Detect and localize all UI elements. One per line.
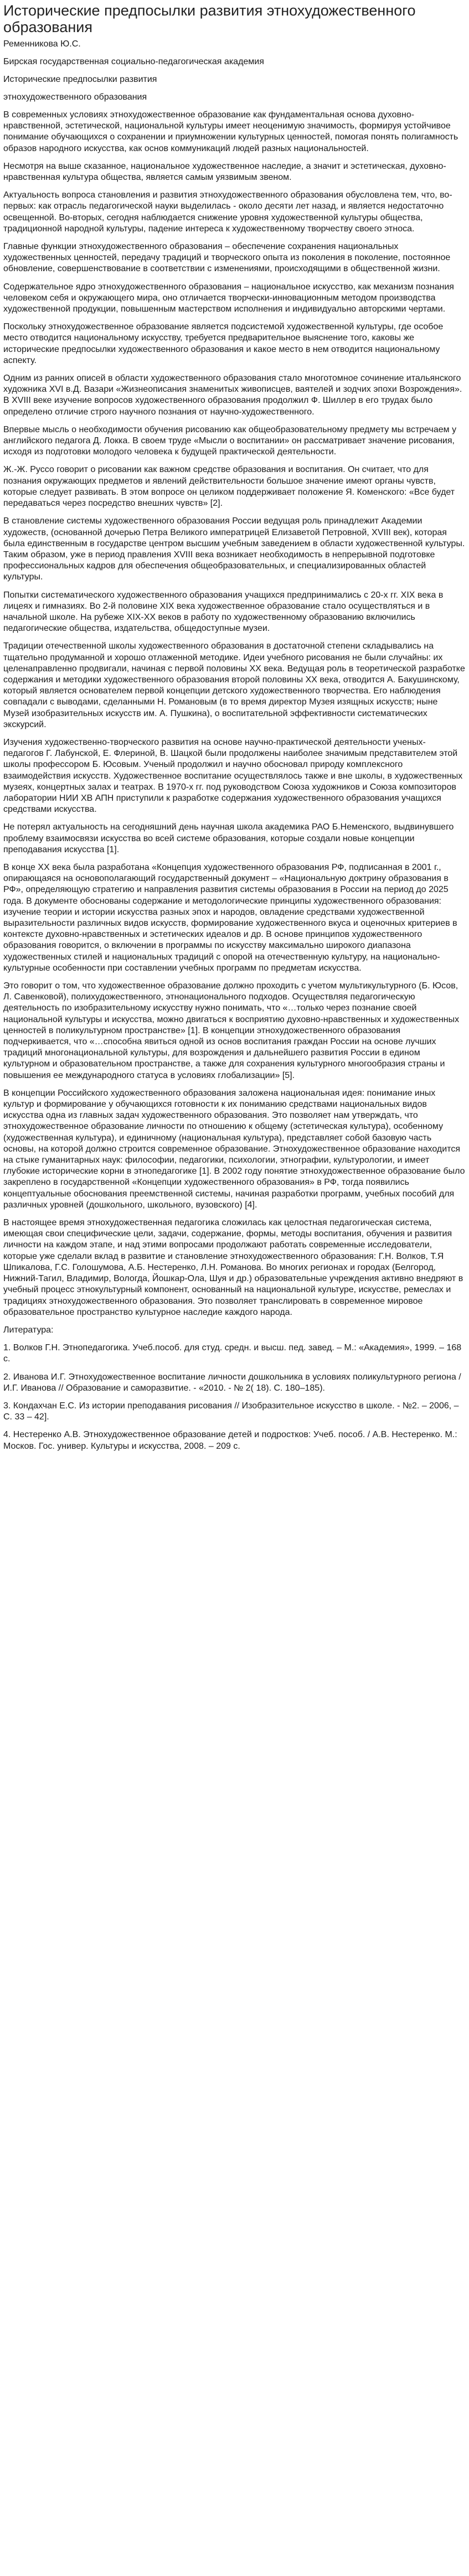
paragraph: Не потерял актуальность на сегодняшний день научная школа академика РАО Б.Неменского, выдвинувшего проблему взаимосвязи искусства во всей системе образования, которые создали новые концепции преподавания искусства [1]. bbox=[3, 822, 454, 854]
paragraph: В современных условиях этнохудожественное образование как фундаментальная основа духовно-нравственной, эстетической, национальной культуры имеет неоценимую значимость, формируя устойчивое понимание обучающихся о сохранении и приумножении культурных ценностей, помогая понять полигамность образов народного искусства, как основ коммуникаций людей разных национальностей. bbox=[3, 110, 458, 153]
keywords-label: Исторические предпосылки развития bbox=[3, 75, 157, 84]
article-title: Исторические предпосылки развития этнохудожественного образования bbox=[3, 2, 416, 35]
references-heading: Литература: bbox=[3, 1325, 54, 1335]
reference-item: 1. Волков Г.Н. Этнопедагогика. Учеб.пособ. для студ. средн. и высш. пед. завед. – М.: «Академия», 1999. – 168 с. bbox=[3, 1343, 462, 1364]
paragraph: Ж.-Ж. Руссо говорит о рисовании как важном средстве образования и воспитания. Он считает, что для познания окружающих предметов и явлений действительности большое значение имеют органы чувств, которые следует развивать. В этом вопросе он целиком поддерживает положение Я. Коменского: «Все будет передаваться через посредство внешних чувств» [2]. bbox=[3, 465, 455, 509]
reference-item: 3. Кондахчан Е.С. Из истории преподавания рисования // Изобразительное искусство в школе. - №2. – 2006, – С. 33 – 42]. bbox=[3, 1401, 459, 1422]
references-list bbox=[3, 1343, 466, 1452]
paragraph: Главные функции этнохудожественного образования – обеспечение сохранения национальных художественных ценностей, передачу традиций и творческого опыта из поколения в поколение, постоянное обновление, совершенствование в соответствии с изменениями, происходящими в общественной жизни. bbox=[3, 242, 451, 274]
author-name: Ременникова Ю.С. bbox=[3, 39, 81, 49]
paragraph: Изучения художественно-творческого развития на основе научно-практической деятельности ученых-педагогов Г. Лабунской, Е. Флериной, В. Шацкой были продолжены наиболее значимым представителем этой школы профессором Б. Юсовым. Ученый продолжил и научно обосновал природу комплексного взаимодействия искусств. Художественное воспитание осуществлялось также и вне школы, в художественных музеях, концертных залах и театрах. В 1970-х гг. под руководством Союза художников и Союза композиторов лаборатории НИИ ХВ АПН приступили к разработке содержания художественного образования учащихся средствами искусства. bbox=[3, 737, 463, 815]
paragraph: Одним из ранних описей в области художественного образования стало многотомное сочинение итальянского художника XVI в.Д. Вазари «Жизнеописания знаменитых живописцев, ваятелей и зодчих эпохи Возрождения». В XVIII веке изучение вопросов художественного образования продолжил Ф. Шиллер в его трудах было определено отличие строго научного познания от научно-художественного. bbox=[3, 374, 462, 417]
reference-item: 4. Нестеренко А.В. Этнохудожественное образование детей и подростков: Учеб. пособ. / А.В. Нестеренко. М.: Москов. Гос. универ. Культуры и искусства, 2008. – 209 с. bbox=[3, 1430, 457, 1451]
reference-item: 2. Иванова И.Г. Этнохудожественное воспитание личности дошкольника в условиях поликультурного региона / И.Г. Иванова // Образование и саморазвитие. - «2010. - № 2( 18). С. 180–185). bbox=[3, 1372, 461, 1393]
paragraph: Это говорит о том, что художественное образование должно проходить с учетом мультикультурного (Б. Юсов, Л. Савенковой), полихудожественного, этнонационального подходов. Осуществляя педагогическую деятельность по изобразительному искусству нужно понимать, что «…только через познание своей национальной культуры и искусства, можно двигаться к восприятию духовно-нравственных и художественных ценностей в поликультурном пространстве» [1]. В концепции этнохудожественного образования подчеркивается, что «…способна явиться одной из основ воспитания граждан России на основе лучших традиций многонациональной культуры, для возрождения и дальнейшего развития России в едином культурном и образовательном пространстве, а также для сохранения культурного многообразия страны и повышения ее международного статуса в условиях глобализации» [5]. bbox=[3, 981, 460, 1080]
paragraph: Поскольку этнохудожественное образование является подсистемой художественной культуры, где особое место отводится национальному искусству, требуется предварительное выяснение того, каковы же исторические предпосылки художественного образования и какое место в нем отводится национальному аспекту. bbox=[3, 322, 444, 365]
paragraph: Актуальность вопроса становления и развития этнохудожественного образования обусловлена тем, что, во-первых: как отрасль педагогической науки выделилась - около десяти лет назад, и является недостаточно освещенной. Во-вторых, сегодня наблюдается снижение уровня художественной культуры общества, традиционной народной культуры, падение интереса к художественному творчеству своего этноса. bbox=[3, 190, 452, 234]
keywords-value: этнохудожественного образования bbox=[3, 92, 147, 102]
paragraph: Традиции отечественной школы художественного образования в достаточной степени складывались на тщательно продуманной и хорошо отлаженной методике. Идеи учебного рисования не были случайны: их целенаправленно продвигали, начиная с первой половины ХХ века. Ведущая роль в теоретической разработке содержания и методики художественного образования второй половины ХХ века, отводится А. Бакушинскому, который является основателем первой концепции детского художественного творчества. Его наблюдения совпадали с выводами, сделанными Н. Романовым (в то время директор Музея изящных искусств; ныне Музей изобразительных искусств им. А. Пушкина), о воспитательной эффективности систематических экскурсий. bbox=[3, 641, 465, 729]
institution-name: Бирская государственная социально-педагогическая академия bbox=[3, 57, 264, 66]
paragraph: В концепции Российского художественного образования заложена национальная идея: понимание иных культур и формирование у обучающихся готовности к их пониманию средствами национальных видов искусства одна из главных задач художественного образования. Это позволяет нам утверждать, что этнохудожественное образование личности по отношению к общему (эстетическая культура), особенному (художественная культура), и единичному (национальная культура), представляет собой базовую часть основы, на которой должно строится современное образование. Этнохудожественное образование находится на стыке гуманитарных наук: философии, педагогики, психологии, этнографии, культурологии, и имеет глубокие исторические корни в этнопедагогике [1]. В 2002 году понятие этнохудожественное образование было закреплено в государственной «Концепции художественного образования» в РФ, тогда появились концептуальные обоснования преемственной системы, начиная разработки программ, учебных пособий для различных уровней (дошкольного, школьного, вузовского) [4]. bbox=[3, 1088, 465, 1210]
paragraph: В становление системы художественного образования России ведущая роль принадлежит Академии художеств, (основанной дочерью Петра Великого императрицей Елизаветой Петровной, XVIII век), которая была единственным в государстве центром высшим учебным заведением в области художественной культуры. Таким образом, уже в период правления XVIII века возникает необходимость в непрерывной подготовке профессиональных кадров для обеспечения общеобразовательных, и специализированных областей культуры. bbox=[3, 516, 465, 582]
paragraph: Попытки систематического художественного образования учащихся предпринимались с 20-х гг. XIX века в лицеях и гимназиях. Во 2-й половине XIX века художественное образование стало осуществляться и в начальной школе. На рубеже XIX-XX веков в работу по художественному образованию включились педагогические общества, издательства, общедоступные музеи. bbox=[3, 590, 444, 634]
paragraph: В конце ХХ века была разработана «Концепция художественного образования РФ, подписанная в 2001 г., опирающаяся на основополагающий государственный документ – «Национальную доктрину образования в РФ», определяющую стратегию и направления развития системы образования в России на период до 2025 года. В документе обоснованы содержание и методологические принципы художественного образования: изучение теории и истории искусства разных эпох и народов, овладение средствами художественной выразительности различных видов искусств, формирование художественного вкуса и оценочных критериев в контексте духовно-нравственных и эстетических идеалов и др. В основе принципов художественного образования говорится, о включении в программы по искусству максимально широкого диапазона художественных стилей и национальных традиций с опорой на отечественную культуру, на национально-культурные особенности при составлении учебных программ по предметам искусства. bbox=[3, 862, 457, 973]
paragraph: В настоящее время этнохудожественная педагогика сложилась как целостная педагогическая система, имеющая свои специфические цели, задачи, содержание, формы, методы воспитания, обучения и развития личности на каждом этапе, и над этими вопросами продолжают работать современные исследователи, которые уже сделали вклад в развитие и становление этнохудожественного образования: Г.Н. Волков, Т.Я Шпикалова, Г.С. Голошумова, А.Б. Нестеренко, Л.Н. Романова. Во многих регионах и городах (Белгород, Нижний-Тагил, Владимир, Вологда, Йошкар-Ола, Шуя и др.) образовательные учреждения активно внедряют в учебный процесс этнокультурный компонент, основанный на национальной культуре, искусстве, ремеслах и традициях этнохудожественного образования. Это позволяет транслировать в современное мировое образовательное пространство культурное наследие каждого народа. bbox=[3, 1218, 463, 1317]
paragraph: Впервые мысль о необходимости обучения рисованию как общеобразовательному предмету мы встречаем у английского педагога Д. Локка. В своем труде «Мысли о воспитании» он рассматривает значение рисования, исходя из подготовки молодого человека к будущей практической деятельности. bbox=[3, 424, 457, 457]
paragraph: Содержательное ядро этнохудожественного образования – национальное искусство, как механизм познания человеком себя и окружающего мира, оно отличается творчески-инновационным методом производства художественной продукции, повышенным мастерством исполнения и индивидуально авторскими чертами. bbox=[3, 282, 454, 314]
paragraph: Несмотря на выше сказанное, национальное художественное наследие, а значит и эстетическая, духовно-нравственная культура общества, является самым уязвимым звеном. bbox=[3, 161, 446, 183]
